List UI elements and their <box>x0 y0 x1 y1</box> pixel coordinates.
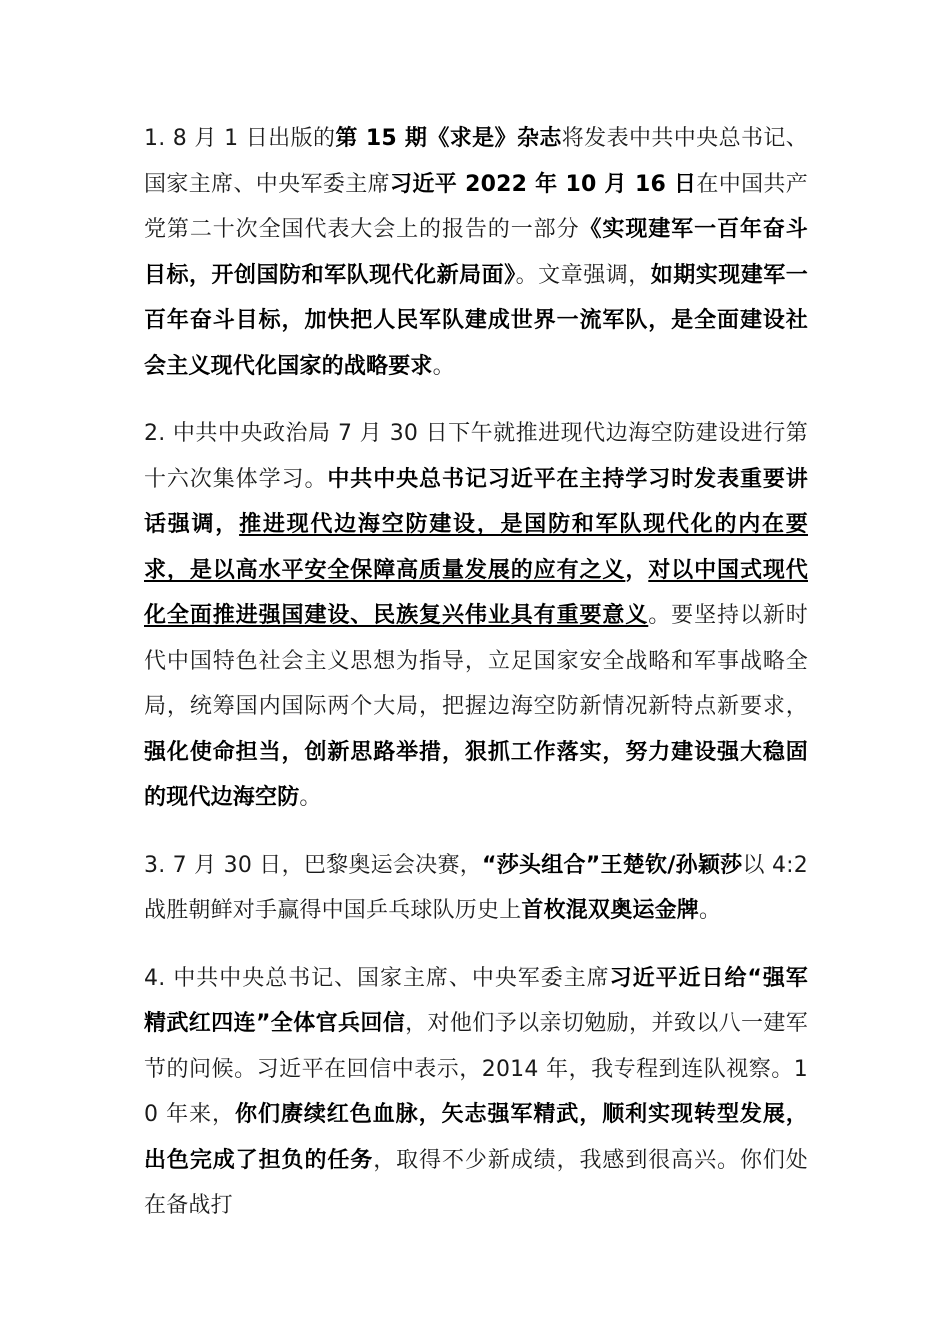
text-run: 。 <box>699 898 722 923</box>
text-run-bold-underline: 对以中国式现代化全面推进强国建设、民族复兴伟业具有重要意义 <box>144 557 808 628</box>
text-run-bold: 首枚混双奥运金牌 <box>521 898 700 923</box>
text-run: 3. 7 月 30 日，巴黎奥运会决赛， <box>144 852 482 878</box>
text-run-bold: 你们赓续红色血脉，矢志强军精武，顺利实现转型发展，出色完成了担负的任务 <box>144 1102 808 1173</box>
text-run: 2. 中共中央政治局 7 月 30 日下午就推进现代边海空防建设进行第十六次集体学习。 <box>144 421 808 492</box>
news-item-2 <box>144 411 808 821</box>
text-run: 将发表中共中央总书记、国家主席、中央军委主席 <box>144 126 808 197</box>
text-run: 以 4:2 战胜朝鲜对手赢得中国乒乓球队历史上 <box>144 852 808 923</box>
text-run: 1. 8 月 1 日出版的 <box>144 126 336 151</box>
article-title-bold: 《实现建军一百年奋斗目标，开创国防和军队现代化新局面》 <box>144 217 808 288</box>
text-run: 。 <box>299 785 322 810</box>
text-run-bold: 中共中央总书记习近平在主持学习时发表重要讲话强调， <box>144 466 808 537</box>
text-run-bold: 习近平 2022 年 10 月 16 日 <box>389 171 697 197</box>
text-run: 。 <box>432 353 455 379</box>
text-run-bold: 如期实现建军一百年奋斗目标，加快把人民军队建成世界一流军队，是全面建设社会主义现代化国家的战略要求 <box>144 262 808 379</box>
text-run: ，对他们予以亲切勉励，并致以八一建军节的问候。习近平在回信中表示，2014 年，我专程到连队视察。10 年来， <box>144 1011 808 1127</box>
text-run: 。要坚持以新时代中国特色社会主义思想为指导，立足国家安全战略和军事战略全局，统筹国内国际两个大局，把握边海空防新情况新特点新要求， <box>144 603 808 719</box>
document-body <box>144 116 808 1229</box>
text-run: 。文章强调， <box>515 262 651 288</box>
text-run: 4. 中共中央总书记、国家主席、中央军委主席 <box>144 965 610 991</box>
text-run-bold: 第 15 期《求是》杂志 <box>335 126 562 151</box>
text-run: 在中国共产党第二十次全国代表大会上的报告的一部分 <box>144 171 808 242</box>
news-item-4 <box>144 956 808 1229</box>
text-run-bold: 强化使命担当，创新思路举措，狠抓工作落实，努力建设强大稳固的现代边海空防 <box>144 739 808 810</box>
text-run-bold: “莎头组合”王楚钦/孙颖莎 <box>482 852 743 878</box>
news-item-1 <box>144 116 808 389</box>
text-run-bold: 习近平近日给“强军精武红四连”全体官兵回信 <box>144 965 808 1036</box>
text-run: ，取得不少新成绩，我感到很高兴。你们处在备战打 <box>144 1147 808 1218</box>
text-run-bold: ， <box>625 557 649 583</box>
news-item-3 <box>144 843 808 934</box>
text-run-bold-underline: 推进现代边海空防建设，是国防和军队现代化的内在要求，是以高水平安全保障高质量发展的应有之义 <box>144 512 808 583</box>
